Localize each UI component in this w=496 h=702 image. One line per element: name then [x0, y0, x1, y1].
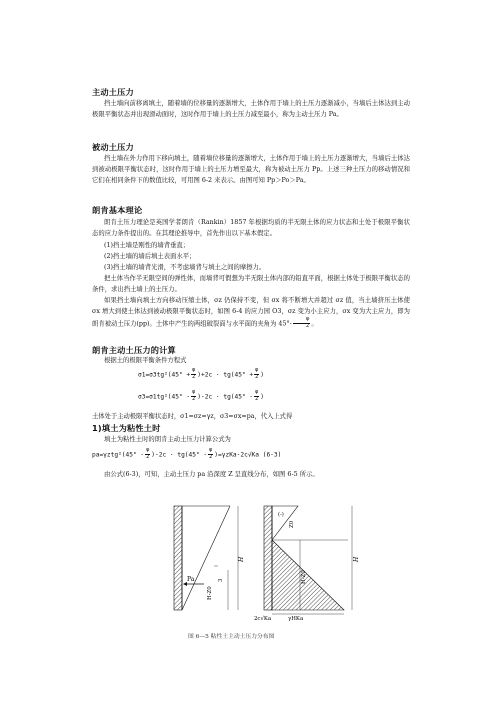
assumption-2: (2)挡土墙的墙后填土表面水平；	[104, 253, 196, 260]
right-base-label: γHKa	[288, 616, 304, 622]
h-over-3-label: 3	[218, 578, 224, 582]
paragraph-linear-distribution: 由公式(6-3)，可知，主动土压力 pa 沿深度 Z 呈直线分布，如图 6-5 所示。	[104, 471, 319, 478]
heading-cohesive-fill: 1)填土为粘性土时	[92, 423, 161, 433]
right-h-label: H	[353, 556, 360, 562]
assumption-1: (1)挡土墙是刚性的墙背垂直；	[104, 242, 190, 249]
heading-active-calculation: 朗肯主动土压力的计算	[92, 345, 176, 355]
left-h-label: H	[238, 556, 245, 562]
angle-fraction: $\frac{\varphi}{2}$	[293, 317, 311, 330]
figure-6-5-diagram	[168, 500, 368, 625]
figure-caption: 图 6—5 粘性土主动土压力分布图	[188, 634, 275, 640]
z0-label: Z0	[289, 520, 295, 528]
paragraph-rankine-passive-text: 如果挡土墙向填土方向移动压缩土体，σz 仍保持不变，但 σx 将不断增大并超过 σz 值，当土墙挤压土体使 σx 增大到使土体达到被动极限平衡状态时，如图 6-4 的应力园 O3，σz 变为小主应力，σx 变为大主应力，即为朗肯被动土压力(pp)。土体中产生的两组破裂面与水平面的夹角为 45°-	[92, 297, 410, 328]
paragraph-passive-pressure: 挡土墙在外力作用下移向填土，随着墙位移量的逐渐增大，土体作用于墙上的土压力逐渐增大，当墙后土体达到被动极限平衡状态时，这时作用于墙上的土压力增至最大，称为被动土压力 Pp。上述三种土压力的移动情况和它们在相同条件下的数值比较，可用图 6-2 来表示。由图可知 Pp＞Po＞Pa。	[92, 155, 410, 184]
right-wall	[264, 506, 272, 610]
left-wall	[174, 506, 182, 610]
left-base-label: 2c√Ka	[254, 616, 272, 622]
paragraph-active-pressure: 挡土墙向前移离填土，随着墙的位移量的逐渐增大，土体作用于墙上的土压力逐渐减小，当墙后土体达到主动极限平衡状态并出现滑动面时，这时作用于墙上的土压力减至最小，称为主动土压力 Pa。	[92, 100, 410, 118]
paragraph-rankine-passive: 如果挡土墙向填土方向移动压缩土体，σz 仍保持不变，但 σx 将不断增大并超过 σz 值，当土墙挤压土体使 σx 增大到使土体达到被动极限平衡状态时，如图 6-4 的应力园 O3，σz 变为小主应力，σx 变为大主应力，即为朗肯被动土压力(pp)。土体中产生的两组破裂面与水平面的夹角为 45°- $\frac{\varphi}{2}$ 。	[92, 297, 410, 329]
assumption-3: (3)挡土墙的墙背光滑，不考虑墙背与填土之间的摩擦力。	[104, 264, 266, 271]
pa-label: Pa	[187, 576, 195, 583]
paragraph-limit-equation: 根据土的极限平衡条件方程式	[104, 357, 187, 364]
left-slip-line	[182, 506, 230, 610]
equation-sigma1: σ1=σ3tg²(45° + $\frac{\varphi}{2}$ )+2c · tg(45° + $\frac{\varphi}{2}$ )	[138, 367, 265, 380]
equation-sigma3: σ3=σ1tg²(45° - $\frac{\varphi}{2}$ )-2c · tg(45° - $\frac{\varphi}{2}$ )	[138, 389, 265, 402]
negative-sign: (-)	[278, 512, 284, 518]
paragraph-active-state: 土体处于主动极限平衡状态时，σ1=σz=γz，σ3=σx=pa，代入上式得	[92, 413, 293, 420]
right-h-minus-z0-label: H-Z0	[301, 570, 307, 584]
paragraph-rankine-model: 把土体当作半无限空间的弹性体，而墙背可假想为半无限土体内部的铅直平面，根据土体处于极限平衡状态的条件，求出挡土墙上的土压力。	[92, 275, 410, 293]
heading-active-pressure: 主动土压力	[92, 87, 134, 97]
pressure-triangle	[272, 540, 344, 610]
paragraph-cohesive-intro: 填土为粘性土时的朗肯主动土压力计算公式为	[104, 436, 231, 443]
h-minus-z0-label: H-Z0	[207, 586, 213, 600]
paragraph-rankine-intro: 朗肯土压力理论是英国学者朗肯（Rankin）1857 年根据均质的半无限土体的应力状态和土处于极限平衡状态的应力条件提出的。在其理论推导中，首先作出以下基本假定。	[92, 219, 410, 237]
heading-rankine-theory: 朗肯基本理论	[92, 205, 143, 215]
equation-6-3: pa=γztg²(45° - $\frac{\varphi}{2}$ )-2c · tg(45° - $\frac{\varphi}{2}$ )=γzKa-2c√Ka (6-3)	[92, 447, 282, 460]
heading-passive-pressure: 被动土压力	[92, 142, 134, 152]
